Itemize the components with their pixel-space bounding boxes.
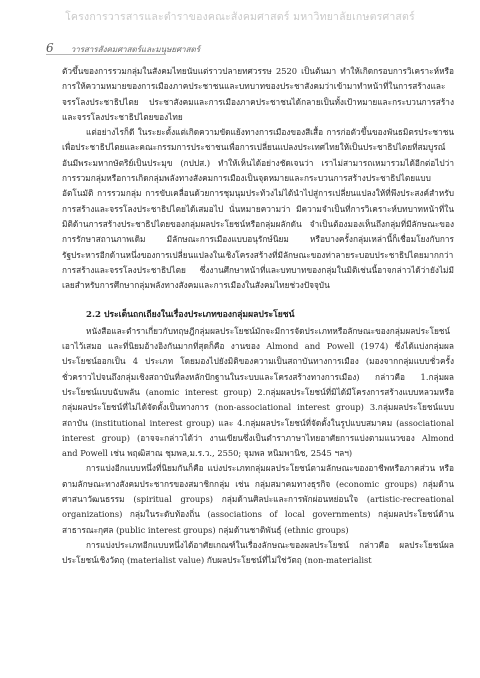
body-text — [62, 64, 454, 569]
page-number: 6 — [46, 41, 54, 55]
header-rule — [46, 54, 166, 55]
paragraph-3: หนังสือและตำราเกี่ยวกับทฤษฎีกลุ่มผลประโยชน์มักจะมีการจัดประเภทหรือลักษณะของกลุ่มผลประโยชน์เอาไว้เสมอ และที่นิยมอ้างอิงกันมากที่สุดก็คือ งานของ Almond and Powell (1974) ซึ่งได้แบ่งกลุ่มผลประโยชน์ออกเป็น 4 ประเภท โดยมองไปยังมิติของความเป็นสถาบันทางการเมือง (มองจากกลุ่มแบบชั่วครั้งชั่วคราวไปจนถึงกลุ่มเชิงสถาบันที่ลงหลักปักฐานในระบบและโครงสร้างทางการเมือง) กล่าวคือ 1.กลุ่มผลประโยชน์แบบฉับพลัน (anomic interest group) 2.กลุ่มผลประโยชน์ที่มิได้มีโครงการสร้างแบบหลวมหรือกลุ่มผลประโยชน์ที่ไม่ได้จัดตั้งเป็นทางการ (non-associational interest group) 3.กลุ่มผลประโยชน์แบบสถาบัน (institutional interest group) และ 4.กลุ่มผลประโยชน์ที่จัดตั้งในรูปแบบสมาคม (associational interest group) (อาจจะกล่าวได้ว่า งานเขียนซึ่งเป็นตำราภาษาไทยอาศัยการแบ่งตามแนวของ Almond and Powell เช่น พฤฒิสาณ ชุมพล,ม.ร.ว., 2550; จุมพล หนิมพานิช, 2545 ฯลฯ) — [62, 325, 454, 459]
paragraph-4: การแบ่งอีกแบบหนึ่งที่นิยมกันก็คือ แบ่งประเภทกลุ่มผลประโยชน์ตามลักษณะของอาชีพหรือภาคส่วน หรือตามลักษณะทางสังคมประชากรของสมาชิกกลุ่ม เช่น กลุ่มสมาคมทางธุรกิจ (economic groups) กลุ่มด้านศาสนาวัฒนธรรม (spiritual groups) กลุ่มด้านศิลปะและการพักผ่อนหย่อนใจ (artistic-recreational organizations) กลุ่มในระดับท้องถิ่น (associations of local governments) กลุ่มผลประโยชน์ด้านสาธารณะกุศล (public interest groups) กลุ่มด้านชาติพันธุ์ (ethnic groups) — [62, 463, 454, 535]
paragraph-1: ตัวขึ้นของการรวมกลุ่มในสังคมไทยนับแต่ราวปลายทศวรรษ 2520 เป็นต้นมา ทำให้เกิดกรอบการวิเคราะห์หรือการให้ความหมายของการเมืองภาคประชาชนและบทบาทของประชาสังคมว่าเข้ามาทำหน้าที่ในการสร้างและจรรโลงประชาธิปไตย ประชาสังคมและการเมืองภาคประชาชนได้กลายเป็นทั้งเป้าหมายและกระบวนการสร้างและจรรโลงประชาธิปไตยของไทย — [62, 66, 454, 122]
journal-title: วารสารสังคมศาสตร์และมนุษยศาสตร์ — [70, 45, 201, 54]
watermark-text: โครงการวารสารและตำราของคณะสังคมศาสตร์ มหาวิทยาลัยเกษตรศาสตร์ — [65, 11, 415, 23]
running-header — [46, 37, 450, 55]
paragraph-2: แต่อย่างไรก็ดี ในระยะตั้งแต่เกิดความขัดแย้งทางการเมืองของสีเสื้อ การก่อตัวขึ้นของพันธมิตรประชาชนเพื่อประชาธิปไตยและคณะกรรมการประชาชนเพื่อการเปลี่ยนแปลงประเทศไทยให้เป็นประชาธิปไตยที่สมบูรณ์อันมีพระมหากษัตริย์เป็นประมุข (กปปส.) ทำให้เห็นได้อย่างชัดเจนว่า เราไม่สามารถเหมารวมได้อีกต่อไปว่า การรวมกลุ่มหรือการเกิดกลุ่มพลังทางสังคมการเมืองเป็นจุดหมายและกระบวนการสร้างประชาธิปไตยแบบอัตโนมัติ การรวมกลุ่ม การขับเคลื่อนด้วยการชุมนุมประท้วงไม่ได้นำไปสู่การเปลี่ยนแปลงให้ที่พึงประสงค์สำหรับการสร้างและจรรโลงประชาธิปไตยได้เสมอไป นั่นหมายความว่า มีความจำเป็นที่การวิเคราะห์บทบาทหน้าที่ในมิติด้านการสร้างประชาธิปไตยของกลุ่มผลประโยชน์หรือกลุ่มผลักดัน จำเป็นต้องมองเห็นถึงกลุ่มที่มีลักษณะของการรักษาสถานภาพเดิม มีลักษณะการเมืองแบบอนุรักษ์นิยม หรือบางครั้งกลุ่มเหล่านี้ก็เชื่อมโยงกับการรัฐประหารอีกด้านหนึ่งของการเปลี่ยนแปลงในเชิงโครงสร้างที่มีลักษณะของท่าลายระบอบประชาธิปไตยมากกว่าการสร้างและจรรโลงประชาธิปไตย ซึ่งงานศึกษาหน้าที่และบทบาทของกลุ่มในมิติเช่นนี้อาจกล่าวได้ว่ายังไม่มีเลยสำหรับการศึกษากลุ่มพลังทางสังคมและการเมืองในสังคมไทยช่วงปัจจุบัน — [62, 127, 454, 291]
paragraph-5: การแบ่งประเภทอีกแบบหนึ่งได้อาศัยเกณฑ์ในเรื่องลักษณะของผลประโยชน์ กล่าวคือ ผลประโยชน์ผลประโยชน์เชิงวัตถุ (materialist value) กับผลประโยชน์ที่ไม่ใช่วัตถุ (non-materialist — [62, 539, 454, 566]
section-heading: 2.2 ประเด็นถกเถียงในเรื่องประเภทของกลุ่มผลประโยชน์ — [86, 310, 295, 321]
